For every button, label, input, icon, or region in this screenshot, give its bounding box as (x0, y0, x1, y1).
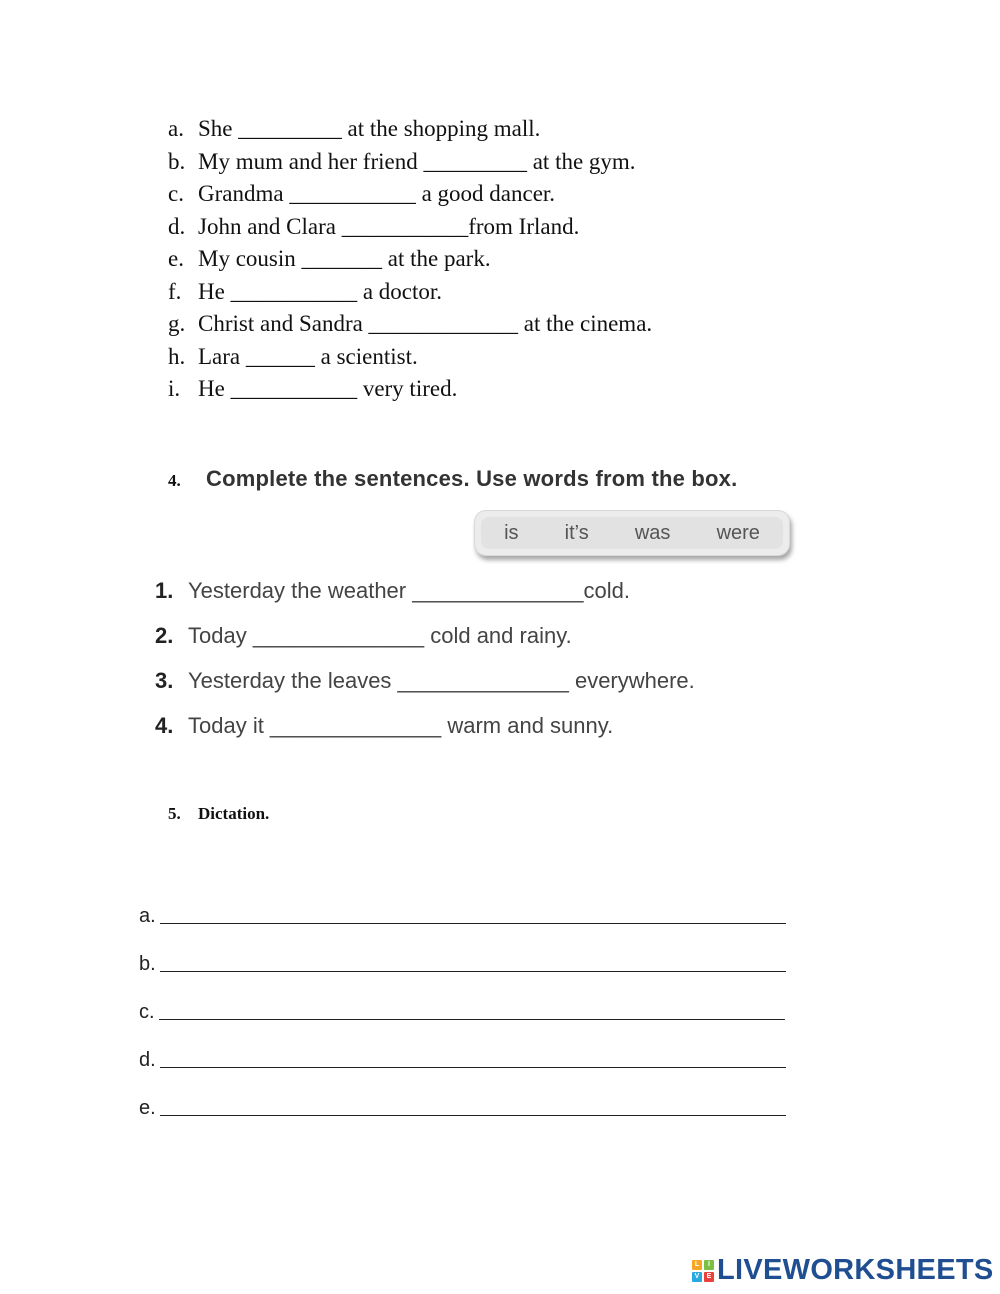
item-number: 4. (155, 713, 174, 738)
item-label: f. (168, 278, 182, 304)
item-text: Lara ______ a scientist. (198, 343, 418, 369)
line-label: e. (139, 1097, 156, 1119)
item-text: My cousin _______ at the park. (198, 246, 491, 271)
item-label: d. (168, 213, 186, 239)
dictation-lines (139, 880, 786, 1120)
logo-tile: V (692, 1272, 702, 1282)
list-item (168, 246, 652, 279)
list-item (155, 668, 695, 713)
line-label: b. (139, 953, 156, 975)
item-text: Christ and Sandra _____________ at the cinema. (198, 311, 653, 336)
logo-text: LIVEWORKSHEETS (717, 1254, 994, 1286)
list-item (155, 623, 695, 668)
item-text: Today ______________ cold and rainy. (188, 623, 572, 648)
dictation-line (139, 928, 786, 976)
word-box-item: was (634, 521, 671, 544)
logo-tile: E (704, 1272, 714, 1282)
list-item (168, 344, 652, 377)
list-item (168, 181, 652, 214)
exercise-3-list (168, 116, 652, 409)
list-item (155, 578, 695, 623)
list-item (168, 116, 652, 149)
logo-tile: I (704, 1260, 714, 1270)
writing-line[interactable] (160, 1047, 786, 1068)
item-text: John and Clara ___________from Irland. (198, 213, 580, 239)
dictation-line (139, 880, 786, 928)
item-text: Yesterday the weather ______________cold. (188, 578, 630, 603)
item-label: b. (168, 148, 186, 174)
item-label: c. (168, 181, 184, 206)
item-text: Yesterday the leaves ______________ everywhere. (188, 668, 695, 693)
exercise-number: 4. (168, 471, 181, 490)
exercise-number: 5. (168, 804, 181, 823)
item-text: Today it ______________ warm and sunny. (188, 713, 614, 738)
item-label: e. (168, 246, 184, 271)
line-label: d. (139, 1049, 156, 1071)
exercise-title: Complete the sentences. Use words from the box. (206, 466, 738, 491)
item-label: i. (168, 376, 181, 401)
item-number: 2. (155, 623, 174, 648)
list-item (168, 376, 652, 409)
writing-line[interactable] (159, 999, 785, 1020)
item-text: My mum and her friend _________ at the gym. (198, 148, 636, 174)
line-label: c. (139, 1001, 155, 1023)
dictation-line (139, 1024, 786, 1072)
item-label: h. (168, 343, 186, 369)
exercise-5-heading (168, 804, 269, 824)
word-box-item: it’s (564, 521, 589, 544)
word-box-item: were (716, 521, 760, 544)
list-item (168, 311, 652, 344)
item-text: He ___________ very tired. (198, 376, 458, 401)
exercise-4-list (155, 578, 695, 758)
list-item (168, 279, 652, 312)
exercise-title: Dictation. (198, 804, 270, 823)
logo-mark-icon (692, 1260, 714, 1282)
word-box (474, 510, 790, 556)
logo-tile: L (692, 1260, 702, 1270)
item-text: Grandma ___________ a good dancer. (198, 181, 556, 206)
writing-line[interactable] (160, 951, 786, 972)
item-number: 1. (155, 578, 174, 603)
liveworksheets-logo (692, 1254, 994, 1287)
line-label: a. (139, 905, 156, 927)
item-text: She _________ at the shopping mall. (198, 116, 541, 141)
list-item (168, 149, 652, 182)
item-text: He ___________ a doctor. (198, 278, 443, 304)
dictation-line (139, 1072, 786, 1120)
word-box-item: is (504, 521, 519, 544)
item-number: 3. (155, 668, 174, 693)
item-label: g. (168, 311, 186, 336)
dictation-line (139, 976, 786, 1024)
item-label: a. (168, 116, 184, 141)
list-item (168, 214, 652, 247)
list-item (155, 713, 695, 758)
writing-line[interactable] (160, 1095, 786, 1116)
exercise-4-heading (168, 466, 737, 492)
writing-line[interactable] (160, 903, 786, 924)
